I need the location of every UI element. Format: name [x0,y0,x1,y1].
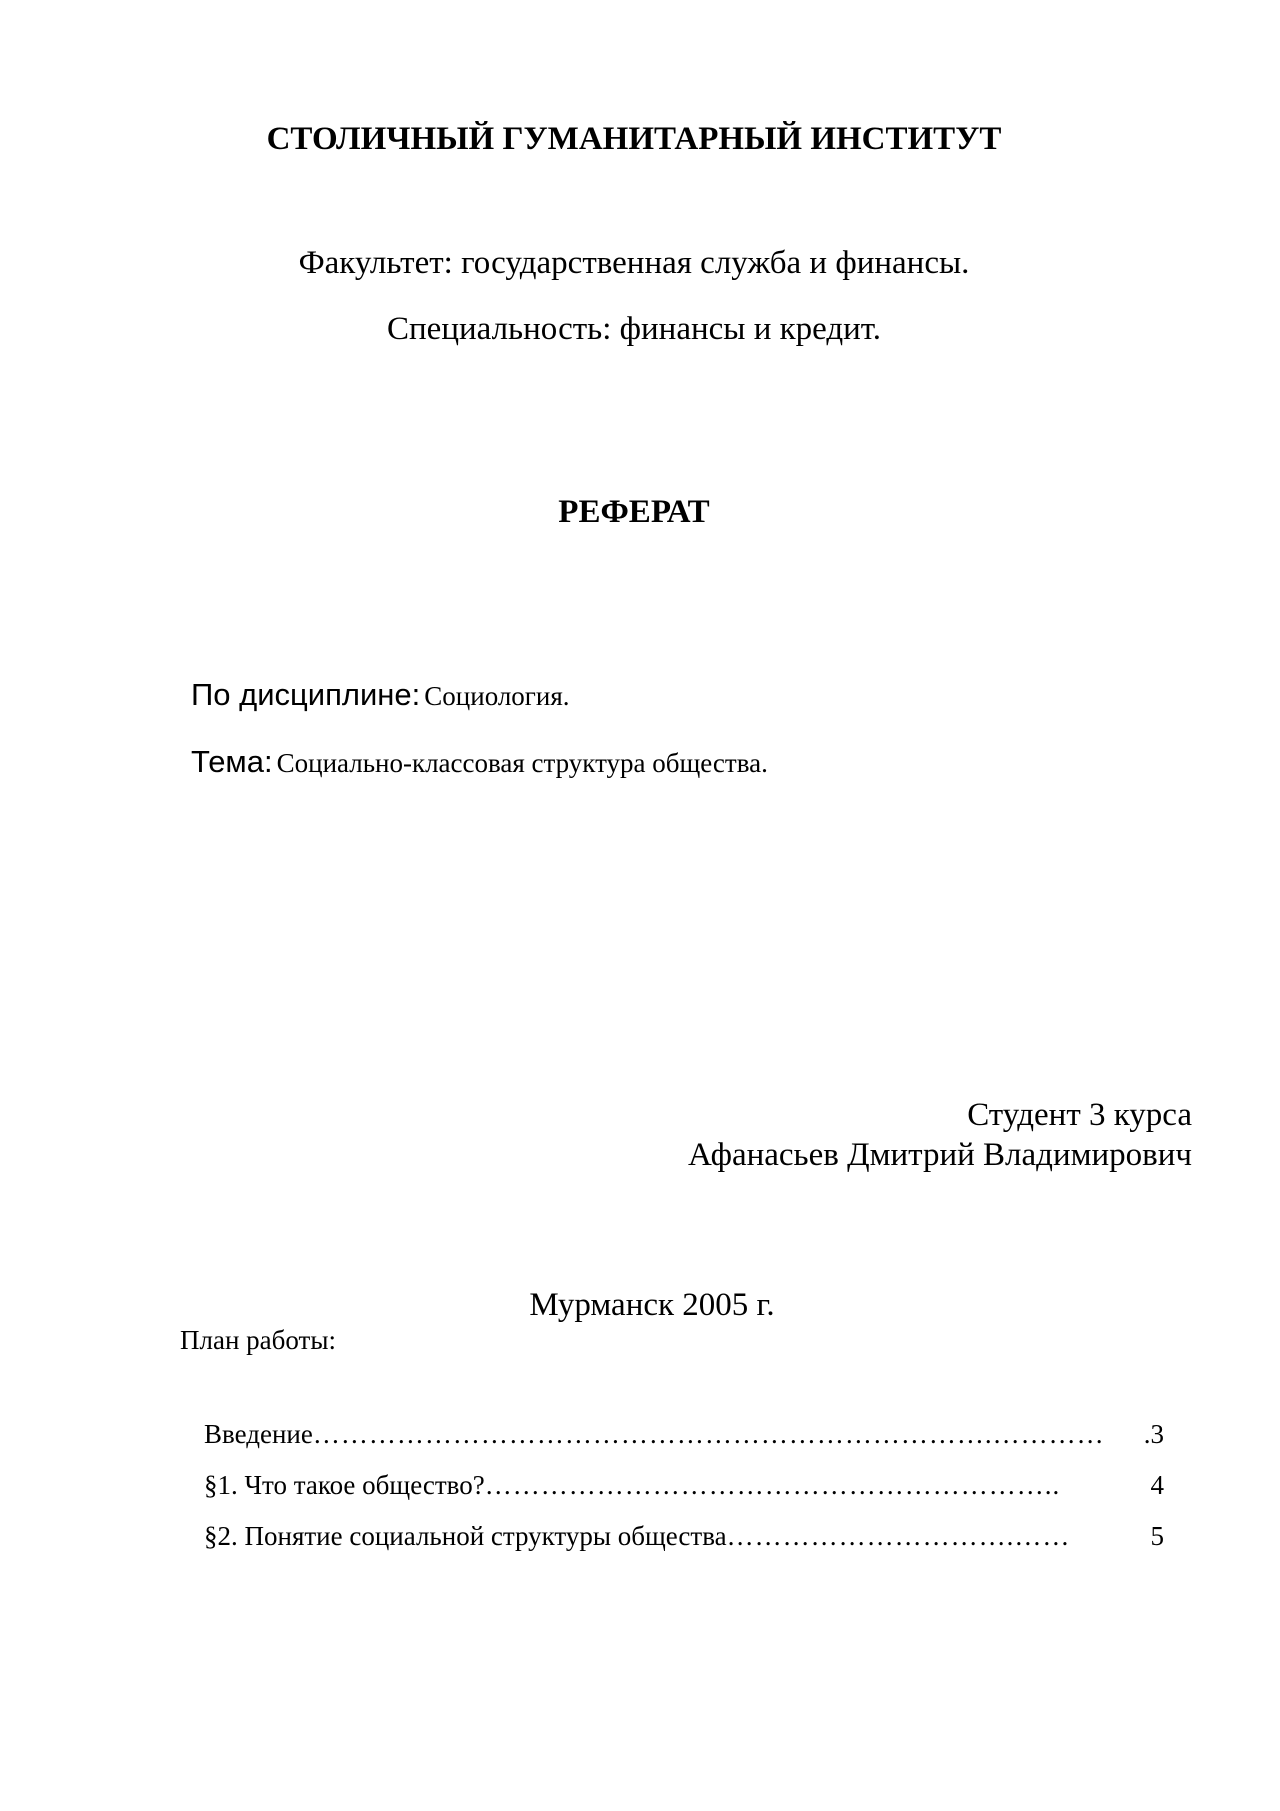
toc-item [204,1523,1164,1557]
topic-value: Социально-классовая структура общества. [276,748,768,778]
faculty-line: Факультет: государственная служба и финансы. [298,245,970,281]
topic-field [191,746,768,777]
discipline-label: По дисциплине: [191,677,421,712]
topic-label: Тема: [191,744,273,779]
toc-item [204,1472,1164,1506]
city-year: Мурманск 2005 г. [529,1287,775,1323]
toc-item-text: §2. Понятие социальной структуры общества [204,1523,727,1551]
toc-item-leader: …………………………………………………….. [484,1472,1061,1499]
specialty-line: Специальность: финансы и кредит. [387,311,881,347]
institute-name: СТОЛИЧНЫЙ ГУМАНИТАРНЫЙ ИНСТИТУТ [266,121,1002,157]
toc-item-page: 5 [1150,1523,1164,1551]
toc-item-page: .3 [1143,1421,1164,1449]
document-type-heading: РЕФЕРАТ [558,494,710,530]
toc-item-leader: ………………………….…… [726,1523,1071,1550]
toc-item-text: §1. Что такое общество? [204,1472,485,1500]
plan-title: План работы: [180,1325,336,1355]
toc-item [204,1421,1164,1455]
discipline-value: Социология. [424,681,570,711]
author-course: Студент 3 курса [967,1097,1192,1133]
discipline-field [191,679,570,710]
toc-item-text: Введение [204,1421,313,1449]
author-name: Афанасьев Дмитрий Владимирович [688,1137,1192,1173]
toc-item-page: 4 [1150,1472,1164,1500]
toc-item-leader: ……………………………………………………………….………… [312,1421,1105,1448]
